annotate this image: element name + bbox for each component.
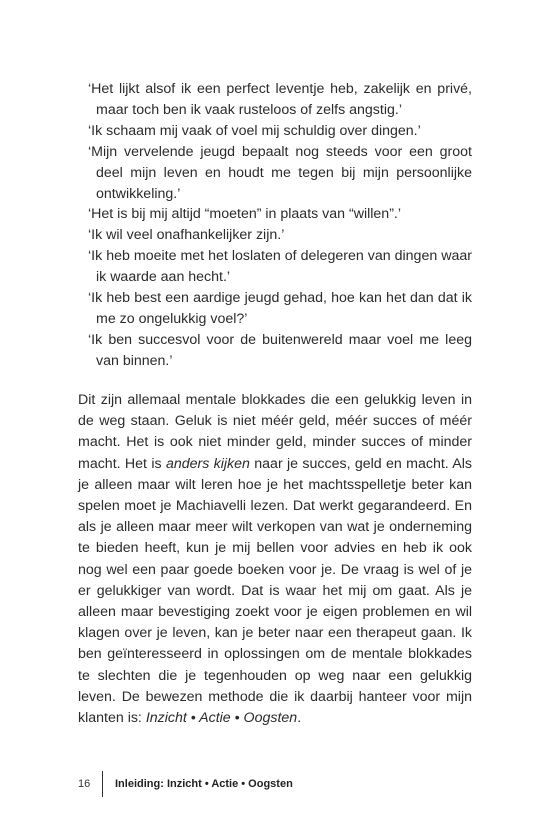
page-number: 16 xyxy=(78,778,91,790)
quote-item: ‘Het lijkt alsof ik een perfect leventje heb, zakelijk en privé, maar toch ben ik vaak rusteloos of zelfs angstig.’ xyxy=(88,81,472,118)
quote-list xyxy=(88,79,472,372)
footer-divider xyxy=(102,771,103,797)
quote-item: ‘Ik schaam mij vaak of voel mij schuldig over dingen.’ xyxy=(88,122,421,139)
quote-item: ‘Ik ben succesvol voor de buitenwereld maar voel me leeg van binnen.’ xyxy=(88,331,472,369)
quote-item: ‘Het is bij mij altijd “moeten” in plaats van “willen”.’ xyxy=(88,206,402,223)
running-head: Inleiding: Inzicht • Actie • Oogsten xyxy=(115,778,293,790)
quote-item: ‘Ik wil veel onafhankelijker zijn.’ xyxy=(88,227,285,244)
paragraph-text: Dit zijn allemaal mentale blokkades die een gelukkig leven in de weg staan. Geluk is niet méér geld, méér succes of méér macht. Het is ook niet minder geld, minder succes of minder macht. Het is xyxy=(78,392,472,472)
quote-item: ‘Mijn vervelende jeugd bepaalt nog steeds voor een groot deel mijn leven en houdt me tegen bij mijn persoonlijke ontwikkeling.’ xyxy=(88,143,472,202)
paragraph-emphasis: anders kijken xyxy=(165,455,250,472)
method-name-emphasis: Inzicht • Actie • Oogsten xyxy=(145,710,298,727)
paragraph-text: naar je succes, geld en macht. Als je alleen maar wilt leren hoe je het machtsspelletje beter kan spelen moet je Machiavelli lezen. Dat werkt gegarandeerd. En als je alleen maar meer wilt verkopen van wat je onderneming te bieden heeft, kun je mij bellen voor advies en heb ik ook nog wel een paar goede boeken voor je. De vraag is wel of je er gelukkiger van wordt. Dat is waar het mij om gaat. Als je alleen maar bevestiging zoekt voor je eigen problemen en wil klagen over je leven, kan je beter naar een therapeut gaan. Ik ben geïnteresseerd in oplossingen om de mentale blokkades te slechten die je tegenhouden op weg naar een gelukkig leven. De bewezen methode die ik daarbij hanteer voor mijn klanten is: xyxy=(78,455,472,727)
quote-item: ‘Ik heb best een aardige jeugd gehad, hoe kan het dan dat ik me zo ongelukkig voel?’ xyxy=(88,290,472,327)
paragraph-text: . xyxy=(297,710,302,727)
body-paragraph xyxy=(78,390,472,729)
page-footer xyxy=(78,771,293,797)
quote-item: ‘Ik heb moeite met het loslaten of delegeren van dingen waar ik waarde aan hecht.’ xyxy=(88,248,472,286)
